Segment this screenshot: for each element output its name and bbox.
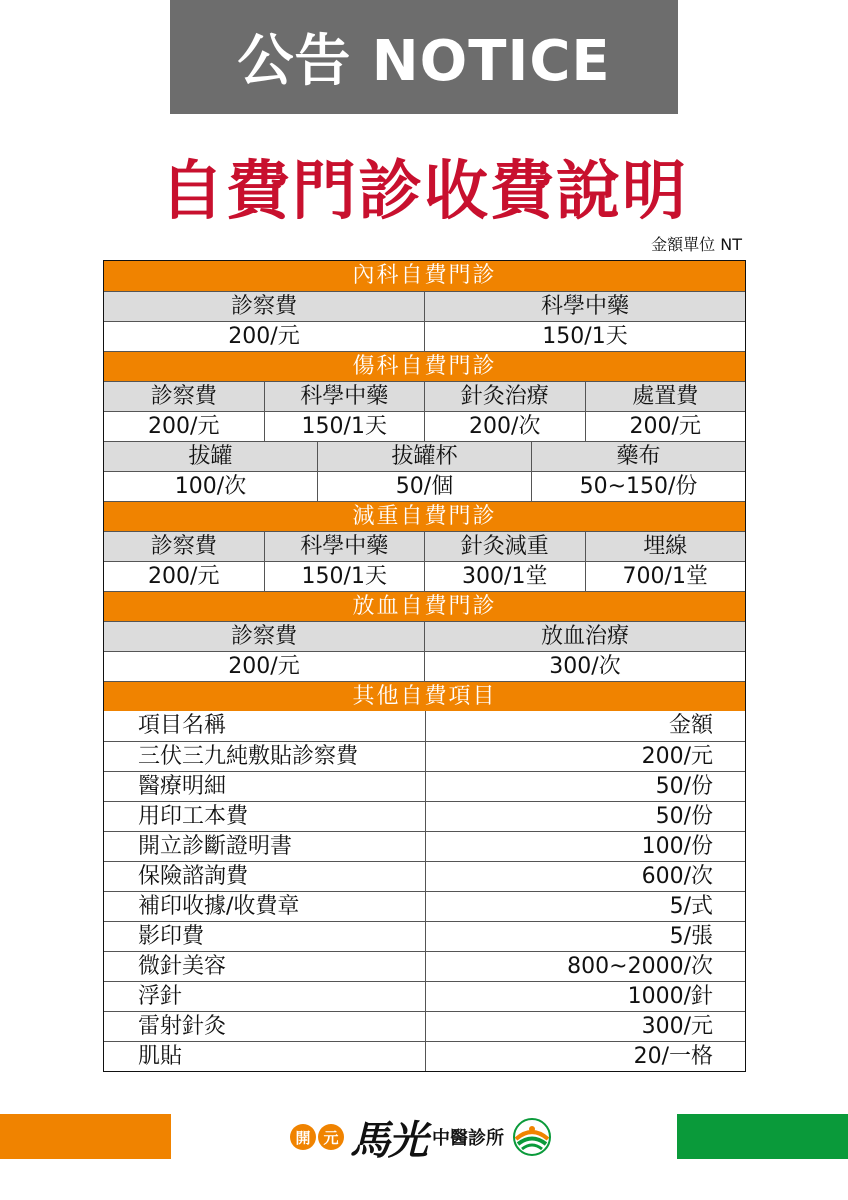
item-price: 5/張: [425, 922, 745, 951]
value-cell: 200/元: [228, 323, 300, 349]
header-cell: 放血治療: [424, 622, 745, 651]
footer-green-bar: [677, 1114, 848, 1159]
item-name: 保險諮詢費: [138, 863, 249, 889]
value-cell: 200/次: [424, 412, 585, 441]
value-cell: 150/1天: [264, 562, 425, 591]
value-cell: 200/元: [148, 563, 220, 589]
header-cell: 科學中藥: [424, 292, 745, 321]
notice-label: 公告 NOTICE: [237, 29, 611, 94]
value-row-bloodletting: [104, 651, 745, 681]
item-name: 微針美容: [138, 953, 227, 979]
section-internal: [104, 261, 745, 291]
item-name: 開立診斷證明書: [138, 833, 293, 859]
section-title-bloodletting: 放血自費門診: [104, 592, 745, 621]
item-price: 100/份: [425, 832, 745, 861]
value-row-weight: [104, 561, 745, 591]
item-price: 20/一格: [425, 1042, 745, 1071]
item-name: 雷射針灸: [138, 1013, 227, 1039]
list-item: [104, 891, 745, 921]
item-price: 5/式: [425, 892, 745, 921]
header-row-trauma-2: [104, 441, 745, 471]
value-cell: 300/次: [424, 652, 745, 681]
clinic-emblem-icon: [510, 1117, 554, 1157]
header-cell: 診察費: [230, 293, 297, 319]
section-weight: [104, 501, 745, 531]
header-row-internal: [104, 291, 745, 321]
logo-script: 馬光: [350, 1116, 426, 1164]
value-cell: 200/元: [148, 413, 220, 439]
value-cell: 150/1天: [264, 412, 425, 441]
item-name: 醫療明細: [138, 773, 227, 799]
column-header-name: 項目名稱: [138, 713, 227, 738]
logo-clinic-name: 中醫診所: [432, 1128, 504, 1149]
value-row-trauma: [104, 411, 745, 441]
list-item: [104, 1041, 745, 1071]
currency-unit-note: 金額單位 NT: [651, 235, 742, 254]
notice-banner: [170, 0, 678, 114]
header-cell: 診察費: [150, 533, 217, 559]
header-cell: 科學中藥: [264, 532, 425, 561]
header-cell: 科學中藥: [264, 382, 425, 411]
section-title-internal: 內科自費門診: [104, 261, 745, 291]
section-trauma: [104, 351, 745, 381]
list-item: [104, 1011, 745, 1041]
item-name: 影印費: [138, 923, 205, 949]
header-cell: 處置費: [585, 382, 746, 411]
fee-table: [103, 260, 746, 1072]
clinic-logo: [290, 1112, 560, 1162]
header-row-weight: [104, 531, 745, 561]
item-price: 50/份: [425, 802, 745, 831]
item-price: 1000/針: [425, 982, 745, 1011]
list-item: [104, 951, 745, 981]
item-price: 200/元: [425, 742, 745, 771]
value-cell: 200/元: [228, 653, 300, 679]
item-price: 50/份: [425, 772, 745, 801]
header-row-trauma: [104, 381, 745, 411]
value-cell: 300/1堂: [424, 562, 585, 591]
value-cell: 50~150/份: [531, 472, 745, 501]
item-name: 肌貼: [138, 1043, 183, 1069]
item-price: 300/元: [425, 1012, 745, 1041]
value-cell: 700/1堂: [585, 562, 746, 591]
page-title: 自費門診收費說明: [160, 155, 688, 229]
header-row-bloodletting: [104, 621, 745, 651]
column-header-price: 金額: [425, 711, 745, 741]
item-price: 800~2000/次: [425, 952, 745, 981]
section-title-trauma: 傷科自費門診: [104, 352, 745, 381]
item-name: 用印工本費: [138, 803, 249, 829]
list-item: [104, 801, 745, 831]
list-item: [104, 741, 745, 771]
header-cell: 診察費: [150, 383, 217, 409]
section-other: [104, 681, 745, 711]
list-item: [104, 771, 745, 801]
logo-badge: [290, 1124, 344, 1150]
item-price: 600/次: [425, 862, 745, 891]
footer-orange-bar: [0, 1114, 171, 1159]
other-items-list: [104, 711, 745, 1071]
value-cell: 100/次: [174, 473, 247, 499]
header-cell: 診察費: [230, 623, 297, 649]
section-title-other: 其他自費項目: [104, 682, 745, 711]
value-cell: 150/1天: [424, 322, 745, 351]
item-name: 補印收據/收費章: [138, 893, 300, 919]
section-bloodletting: [104, 591, 745, 621]
value-cell: 50/個: [317, 472, 531, 501]
header-cell: 藥布: [531, 442, 745, 471]
list-item: [104, 831, 745, 861]
logo-badge-char: 元: [318, 1124, 344, 1150]
value-row-trauma-2: [104, 471, 745, 501]
section-title-weight: 減重自費門診: [104, 502, 745, 531]
header-cell: 針灸治療: [424, 382, 585, 411]
logo-badge-char: 開: [290, 1124, 316, 1150]
other-items-header-row: [104, 711, 745, 741]
item-name: 浮針: [138, 983, 183, 1009]
header-cell: 拔罐: [188, 443, 233, 469]
item-name: 三伏三九純敷貼診察費: [138, 743, 359, 769]
header-cell: 埋線: [585, 532, 746, 561]
header-cell: 拔罐杯: [317, 442, 531, 471]
value-cell: 200/元: [585, 412, 746, 441]
value-row-internal: [104, 321, 745, 351]
list-item: [104, 861, 745, 891]
header-cell: 針灸減重: [424, 532, 585, 561]
list-item: [104, 921, 745, 951]
list-item: [104, 981, 745, 1011]
